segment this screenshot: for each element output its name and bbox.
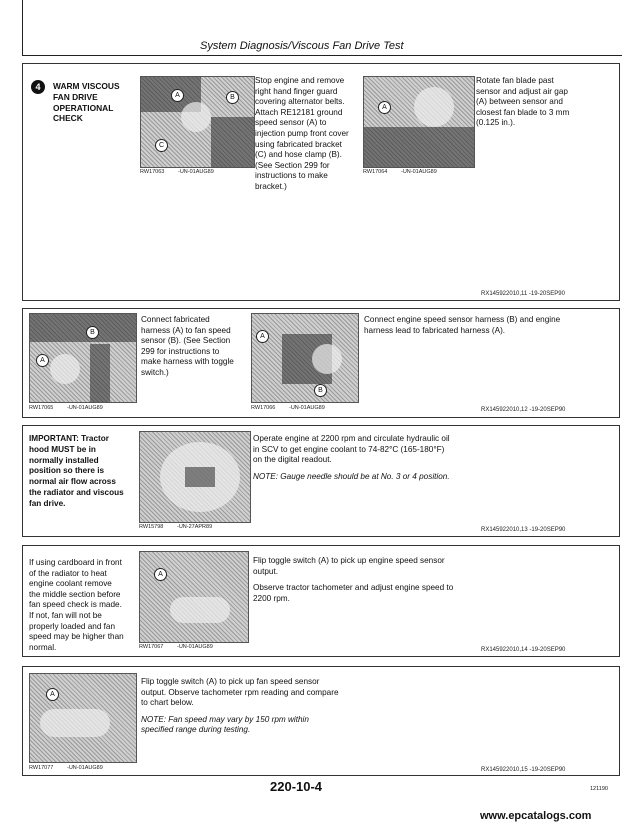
photo-caption-date: -UN-01AUG89 [178, 169, 214, 175]
section-block-1 [22, 63, 620, 301]
step-heading: WARM VISCOUS FAN DRIVE OPERATIONAL CHECK [53, 81, 120, 124]
reference-code: RX145922010,11 -19-20SEP90 [481, 291, 565, 297]
photo-caption-date: -UN-27APR89 [177, 524, 213, 530]
reference-code: RX145922010,14 -19-20SEP90 [481, 647, 566, 653]
instruction-text: Stop engine and remove right hand finger guard covering alternator belts. Attach RE12181 ground speed sensor (A) to injection pump front cover using fabricated bracket (C) and hose clamp (B). (See Section 299 for instructions to make bracket.) [255, 76, 349, 191]
instruction-text: Rotate fan blade past sensor and adjust air gap (A) between sensor and closest fan blade to 3 mm (0.125 in.). [476, 76, 570, 128]
section-block-2 [22, 308, 620, 418]
instruction-text: Connect engine speed sensor harness (B) and engine harness lead to fabricated harness (A). [364, 315, 561, 335]
photo-digital-readout [139, 431, 251, 523]
step-number-badge: 4 [31, 80, 45, 94]
photo-speed-sensor-bracket: A B C [140, 76, 255, 168]
page-title: System Diagnosis/Viscous Fan Drive Test [200, 40, 404, 52]
reference-code: RX145922010,13 -19-20SEP90 [481, 527, 566, 533]
section-block-4 [22, 545, 620, 657]
footer-code: 121190 [590, 786, 608, 792]
page-number: 220-10-4 [270, 779, 323, 794]
reference-code: RX145922010,12 -19-20SEP90 [481, 407, 566, 413]
photo-caption-id: RW17077 [29, 765, 54, 771]
cardboard-note: If using cardboard in front of the radiator to heat engine coolant remove the middle section before fan speed check is made. If not, fan will not be properly loaded and fan speed may be higher than normal. [29, 558, 124, 652]
photo-caption-date: -UN-01AUG89 [67, 765, 103, 771]
note-text: NOTE: Gauge needle should be at No. 3 or 4 position. [253, 471, 450, 481]
photo-caption-date: -UN-01AUG89 [401, 169, 437, 175]
instruction-text: Operate engine at 2200 rpm and circulate hydraulic oil in SCV to get engine coolant to 74-82°C (165-180°F) on the digital readout. NOTE: Gauge needle should be at No. 3 or 4 position. [253, 434, 450, 481]
section-block-5 [22, 666, 620, 776]
footer-url[interactable]: www.epcatalogs.com [480, 810, 592, 822]
photo-caption-id: RW15798 [139, 524, 164, 530]
instruction-text: Connect fabricated harness (A) to fan speed sensor (B). (See Section 299 for instructions to make harness with toggle switch.) [141, 315, 234, 377]
photo-caption-id: RW17065 [29, 405, 54, 411]
reference-code: RX145922010,15 -19-20SEP90 [481, 767, 566, 773]
note-text: NOTE: Fan speed may vary by 150 rpm within [141, 714, 309, 724]
note-text: specified range during testing. [141, 725, 251, 735]
instruction-text: Flip toggle switch (A) to pick up fan speed sensor output. Observe tachometer rpm reading and compare to chart below. NOTE: Fan speed may vary by 150 rpm within specified range during testing. [141, 677, 339, 735]
photo-fan-speed-harness: A B [29, 313, 137, 403]
important-notice: IMPORTANT: Tractor hood MUST be in normally installed position so there is normal air flow across the radiator and viscous fan drive. [29, 434, 124, 508]
photo-caption-id: RW17067 [139, 644, 164, 650]
photo-caption-date: -UN-01AUG89 [289, 405, 325, 411]
photo-toggle-switch-fan: A [29, 673, 137, 763]
instruction-text: Flip toggle switch (A) to pick up engine speed sensor output. Observe tractor tachometer and adjust engine speed to 2200 rpm. [253, 556, 454, 603]
photo-caption-id: RW17064 [363, 169, 388, 175]
header-rule [22, 55, 622, 56]
photo-toggle-switch-engine: A [139, 551, 249, 643]
photo-engine-speed-harness: A B [251, 313, 359, 403]
photo-caption-date: -UN-01AUG89 [67, 405, 103, 411]
section-block-3 [22, 425, 620, 537]
photo-caption-id: RW17063 [140, 169, 165, 175]
photo-air-gap: A [363, 76, 475, 168]
photo-caption-date: -UN-01AUG89 [177, 644, 213, 650]
header-vertical-rule [22, 0, 23, 56]
photo-caption-id: RW17066 [251, 405, 276, 411]
